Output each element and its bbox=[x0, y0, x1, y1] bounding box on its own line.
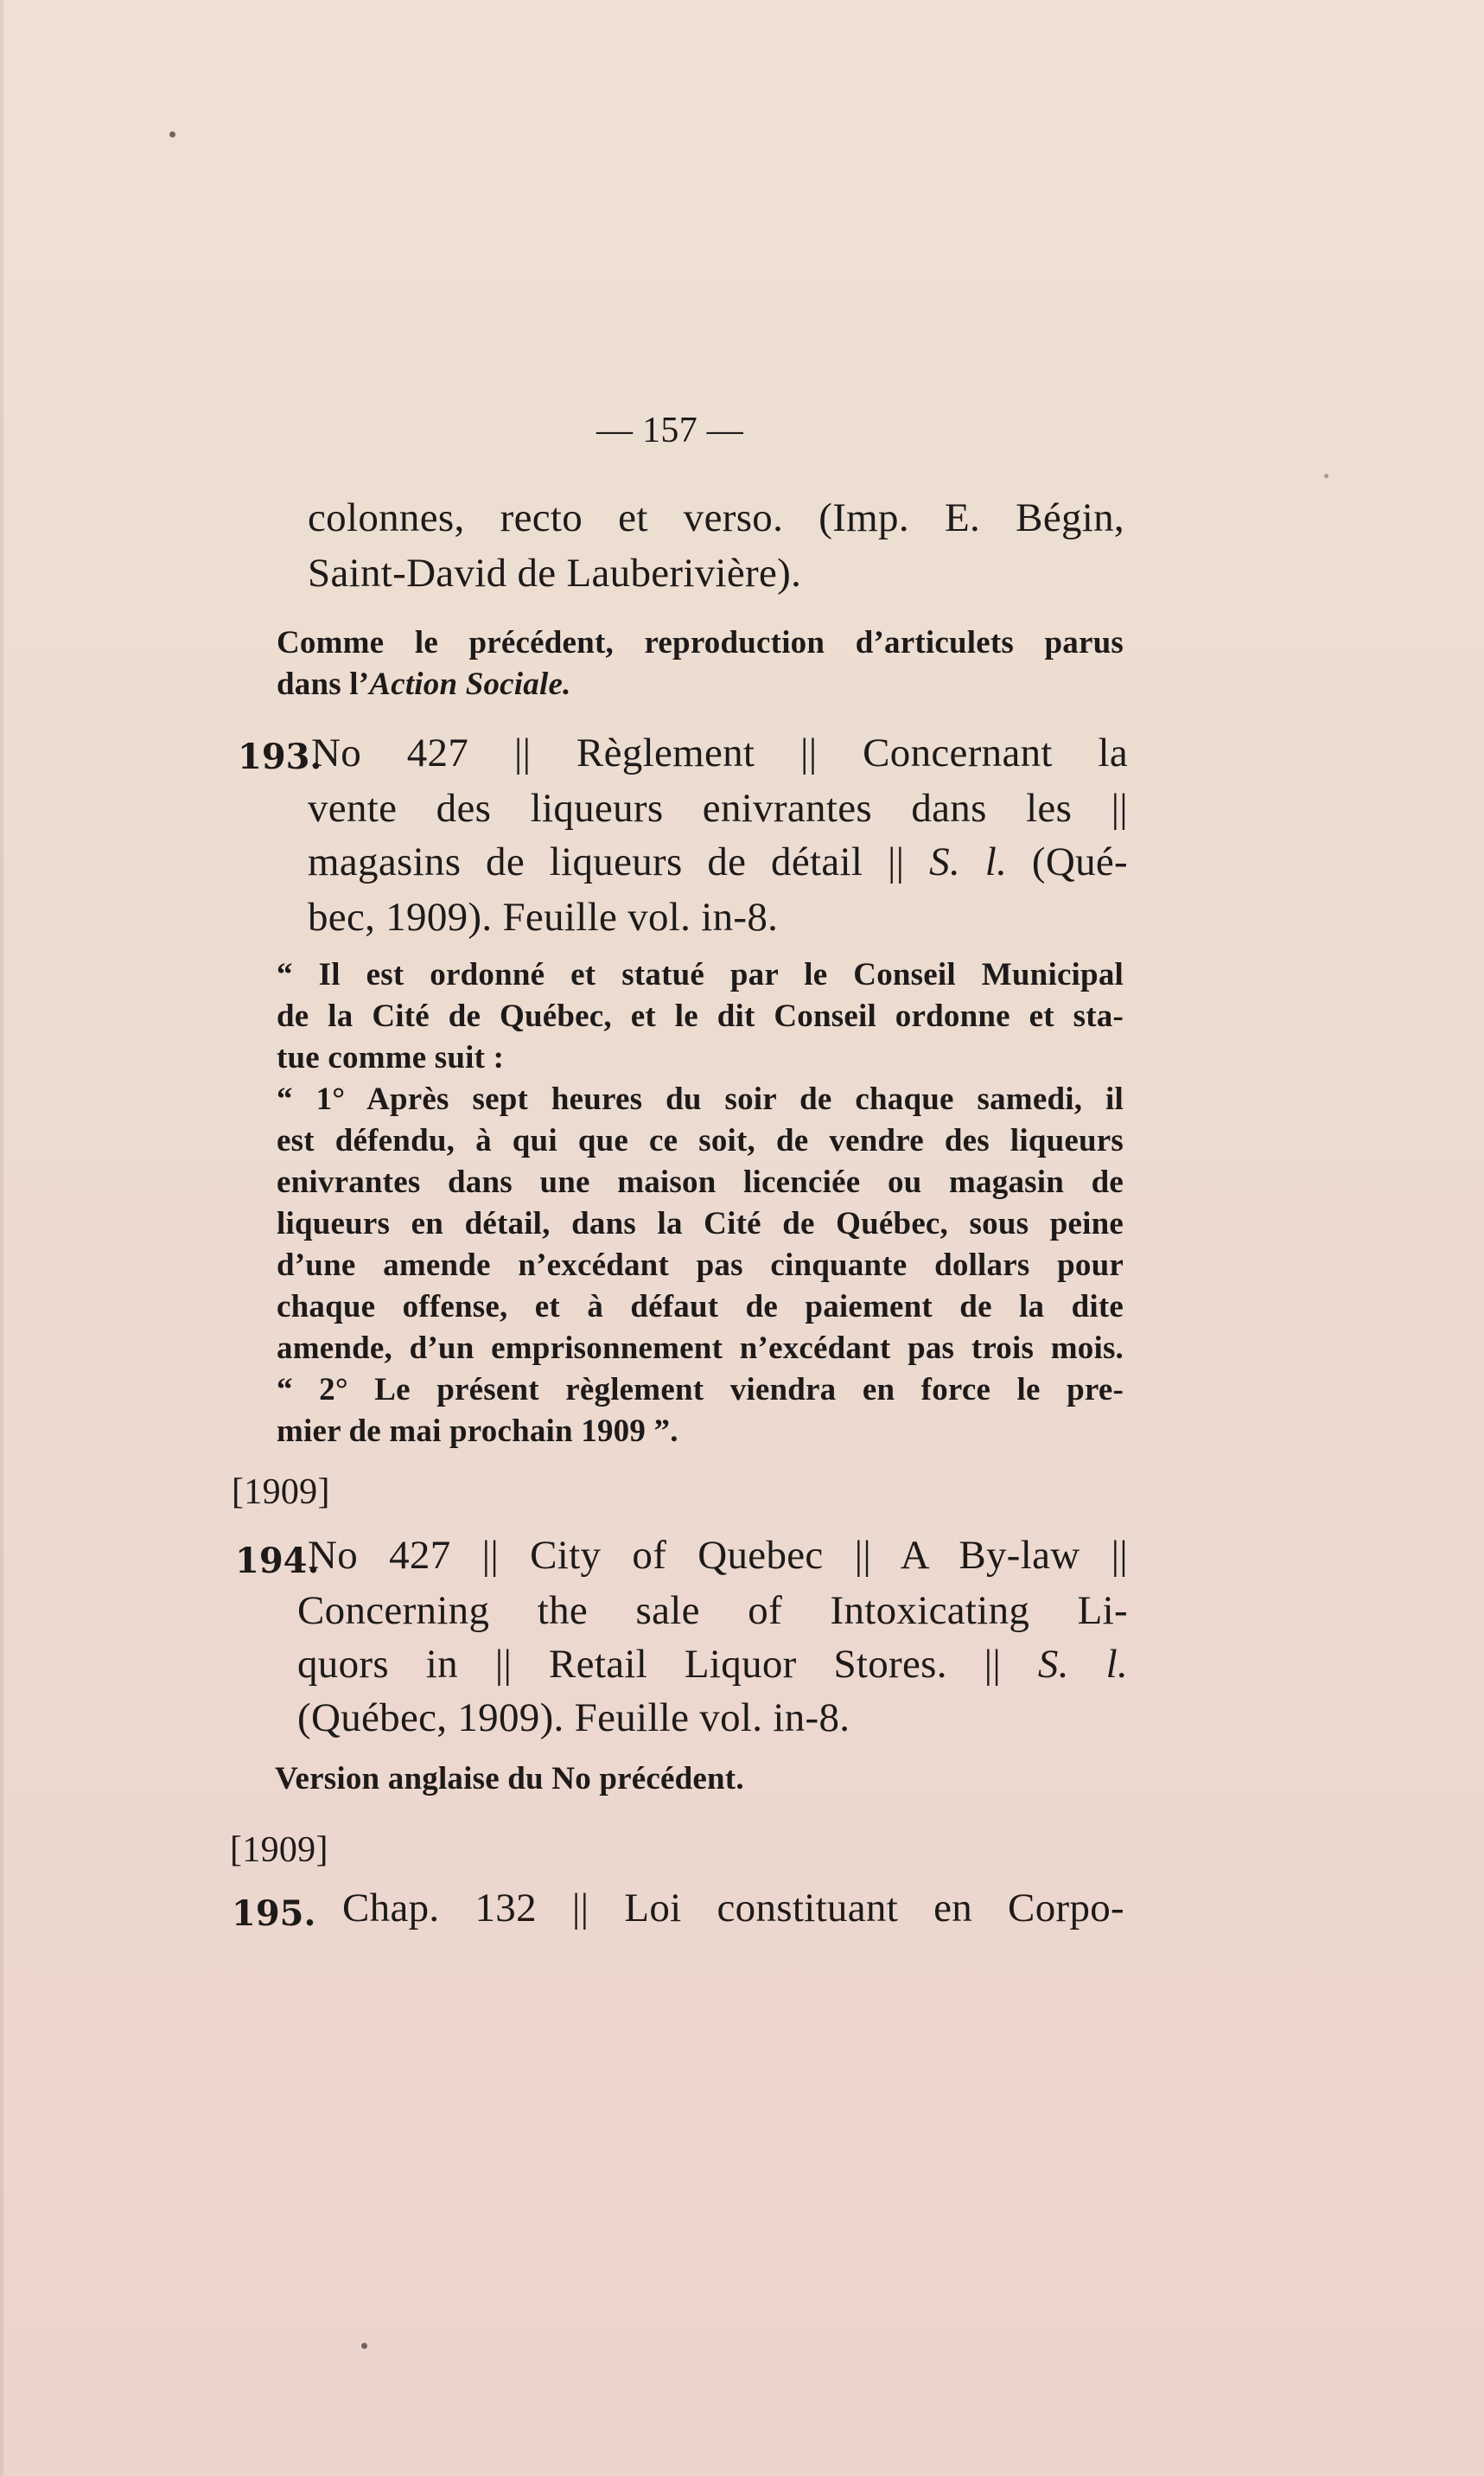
quote-line-12: mier de mai prochain 1909 ”. bbox=[277, 1413, 678, 1449]
page-edge-shadow bbox=[0, 0, 3, 2476]
sine-loco-2: S. l. bbox=[1037, 1642, 1128, 1687]
entry-194-line-3-text: quors in || Retail Liquor Stores. || bbox=[297, 1642, 1038, 1687]
quote-line-9: chaque offense, et à défaut de paiement de la dite bbox=[277, 1289, 1124, 1324]
year-label-1: [1909] bbox=[232, 1472, 330, 1512]
note-previous-prefix: dans l’ bbox=[277, 667, 370, 702]
entry-195-line-1: Chap. 132 || Loi constituant en Corpo- bbox=[342, 1886, 1124, 1930]
note-194: Version anglaise du No précédent. bbox=[275, 1761, 744, 1796]
entry-number-195: 195. bbox=[232, 1893, 316, 1934]
year-label-2: [1909] bbox=[230, 1830, 328, 1870]
entry-193-line-2: vente des liqueurs enivrantes dans les || bbox=[308, 786, 1128, 831]
entry-194-line-4: (Québec, 1909). Feuille vol. in-8. bbox=[297, 1695, 850, 1740]
paper-speck bbox=[361, 2343, 367, 2349]
entry-194-line-3 bbox=[297, 1641, 1128, 1688]
entry-193-line-3-text: magasins de liqueurs de détail || bbox=[308, 839, 930, 884]
paper-speck bbox=[169, 131, 175, 137]
quote-line-10: amende, d’un emprisonnement n’excédant pas trois mois. bbox=[277, 1331, 1124, 1366]
journal-title: Action Sociale. bbox=[369, 667, 571, 702]
quote-line-7: liqueurs en détail, dans la Cité de Québec, sous peine bbox=[277, 1206, 1124, 1241]
quote-line-2: de la Cité de Québec, et le dit Conseil ordonne et sta- bbox=[277, 999, 1124, 1034]
note-previous-line-2 bbox=[277, 666, 571, 703]
quote-line-4: “ 1° Après sept heures du soir de chaque samedi, il bbox=[277, 1082, 1124, 1117]
quote-line-1: “ Il est ordonné et statué par le Conseil Municipal bbox=[277, 957, 1124, 992]
quote-line-5: est défendu, à qui que ce soit, de vendre des liqueurs bbox=[277, 1123, 1124, 1158]
page-number: — 157 — bbox=[596, 411, 744, 450]
quote-line-11: “ 2° Le présent règlement viendra en force le pre- bbox=[277, 1372, 1124, 1407]
entry-193-line-3 bbox=[308, 839, 1128, 885]
sine-loco: S. l. bbox=[929, 839, 1008, 884]
paper-speck bbox=[1324, 474, 1328, 478]
entry-number-193: 193. bbox=[238, 737, 322, 777]
entry-193-line-4: bec, 1909). Feuille vol. in-8. bbox=[308, 895, 779, 940]
quote-line-6: enivrantes dans une maison licenciée ou magasin de bbox=[277, 1165, 1124, 1200]
quote-line-3: tue comme suit : bbox=[277, 1040, 505, 1075]
entry-number-194: 194. bbox=[235, 1541, 320, 1581]
quote-line-8: d’une amende n’excédant pas cinquante dollars pour bbox=[277, 1248, 1124, 1283]
continuation-line-2: Saint-David de Lauberivière). bbox=[308, 551, 802, 596]
entry-194-line-1: No 427 || City of Quebec || A By-law || bbox=[308, 1533, 1128, 1578]
entry-194-line-2: Concerning the sale of Intoxicating Li- bbox=[297, 1588, 1128, 1633]
entry-193-line-3-end: (Qué- bbox=[1007, 839, 1129, 884]
continuation-line-1: colonnes, recto et verso. (Imp. E. Bégin, bbox=[308, 495, 1124, 540]
entry-193-line-1: No 427 || Règlement || Concernant la bbox=[311, 731, 1128, 775]
note-previous-line-1: Comme le précédent, reproduction d’articulets parus bbox=[277, 625, 1124, 660]
